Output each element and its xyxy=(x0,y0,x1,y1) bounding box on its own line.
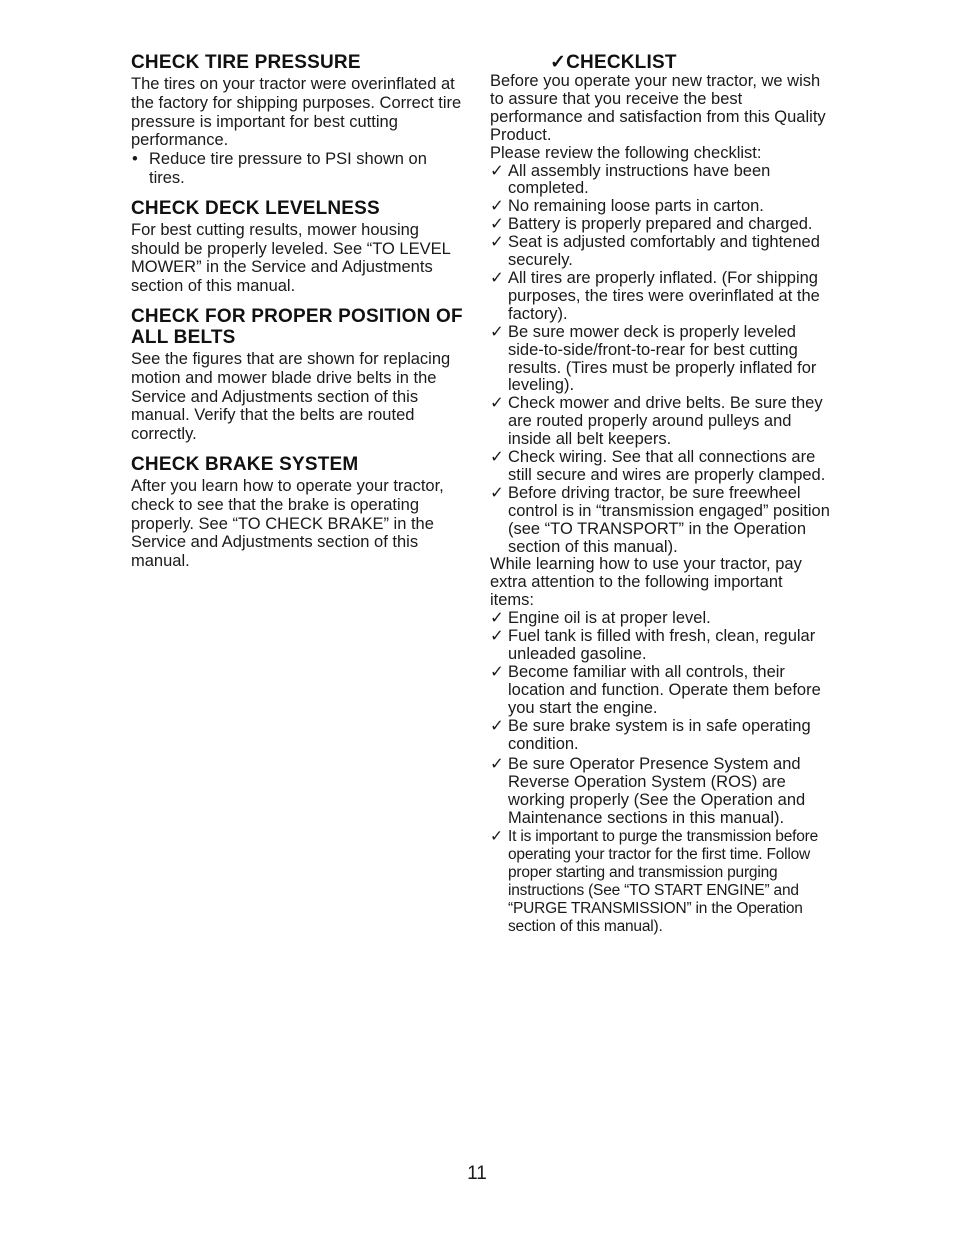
left-column xyxy=(131,52,466,581)
section-heading: CHECK TIRE PRESSURE xyxy=(131,52,361,73)
check-mark-icon: ✓ xyxy=(490,483,504,502)
checklist-item-text: Check mower and drive belts. Be sure they are routed properly around pulleys and inside all belt keepers. xyxy=(508,394,823,449)
check-mark-icon: ✓ xyxy=(490,627,504,646)
attention-item-text: Be sure Operator Presence System and Reverse Operation System (ROS) are working properly (See the Operation and Maintenance sections in this manual). xyxy=(508,755,806,828)
attention-item-text: Become familiar with all controls, their location and function. Operate them before you start the engine. xyxy=(508,662,821,717)
section-check-deck-levelness xyxy=(131,198,466,296)
checklist-item xyxy=(490,449,830,485)
checklist-item xyxy=(490,324,830,396)
check-mark-icon: ✓ xyxy=(490,755,504,774)
checklist-item-text: No remaining loose parts in carton. xyxy=(508,197,764,216)
attention-checklist xyxy=(490,610,830,935)
checklist-item xyxy=(490,216,830,234)
check-mark-icon: ✓ xyxy=(490,268,504,287)
check-mark-icon: ✓ xyxy=(490,716,504,735)
check-mark-icon: ✓ xyxy=(490,233,504,252)
right-column xyxy=(490,52,830,936)
checklist-intro: Before you operate your new tractor, we wish to assure that you receive the best performance and satisfaction from this Quality Product. xyxy=(490,72,826,144)
bullet-list xyxy=(131,150,466,188)
section-body: See the figures that are shown for replacing motion and mower blade drive belts in the Service and Adjustments section of this manual. Verify that the belts are routed correctly. xyxy=(131,349,451,444)
checklist-item xyxy=(490,163,830,199)
attention-item xyxy=(490,610,830,628)
bullet-icon: • xyxy=(132,150,138,169)
section-check-brake-system xyxy=(131,454,466,571)
checklist-item-text: All assembly instructions have been completed. xyxy=(508,161,771,198)
list-item-text: Reduce tire pressure to PSI shown on tires. xyxy=(149,150,427,187)
section-check-tire-pressure xyxy=(131,52,466,188)
check-mark-icon: ✓ xyxy=(490,448,504,467)
attention-item-text: Engine oil is at proper level. xyxy=(508,609,711,628)
checklist-item xyxy=(490,234,830,270)
checklist-item xyxy=(490,485,830,557)
attention-item-text: Be sure brake system is in safe operating condition. xyxy=(508,716,811,753)
checklist-item-text: Check wiring. See that all connections are still secure and wires are properly clamped. xyxy=(508,448,826,484)
check-mark-icon: ✓ xyxy=(490,161,504,180)
attention-prompt: While learning how to use your tractor, pay extra attention to the following important items: xyxy=(490,555,802,610)
checklist-item xyxy=(490,395,830,449)
checklist-item-text: All tires are properly inflated. (For shipping purposes, the tires were overinflated at the factory). xyxy=(508,268,820,323)
attention-item xyxy=(490,828,830,935)
checklist-item xyxy=(490,270,830,324)
section-body: The tires on your tractor were overinflated at the factory for shipping purposes. Correct tire pressure is important for best cutting performance. xyxy=(131,75,462,150)
page-number: 11 xyxy=(467,1163,487,1184)
attention-item xyxy=(490,756,830,828)
check-mark-icon: ✓ xyxy=(490,322,504,341)
section-body: For best cutting results, mower housing should be properly leveled. See “TO LEVEL MOWER” in the Service and Adjustments section of this manual. xyxy=(131,220,451,296)
section-body: After you learn how to operate your tractor, check to see that the brake is operating properly. See “TO CHECK BRAKE” in the Service and Adjustments section of this manual. xyxy=(131,476,444,571)
checklist xyxy=(490,163,830,557)
attention-item xyxy=(490,664,830,718)
checklist-heading: ✓CHECKLIST xyxy=(550,52,677,73)
checklist-review-prompt: Please review the following checklist: xyxy=(490,143,762,162)
attention-item xyxy=(490,718,830,754)
attention-item-text: It is important to purge the transmission before operating your tractor for the first time. Follow proper starting and transmission purging instructions (See “TO START ENGINE” and “PURGE TRANSMISSION” in the Operation section of this manual). xyxy=(508,828,819,935)
attention-item xyxy=(490,628,830,664)
check-mark-icon: ✓ xyxy=(490,197,504,216)
attention-item-text: Fuel tank is filled with fresh, clean, regular unleaded gasoline. xyxy=(508,627,816,663)
checklist-item-text: Battery is properly prepared and charged. xyxy=(508,215,813,234)
checklist-item-text: Be sure mower deck is properly leveled side-to-side/front-to-rear for best cutting results. (Tires must be properly inflated for leveling). xyxy=(508,322,817,395)
check-mark-icon: ✓ xyxy=(490,215,504,234)
checklist-item xyxy=(490,198,830,216)
section-heading: CHECK BRAKE SYSTEM xyxy=(131,453,359,475)
section-check-belts xyxy=(131,306,466,444)
check-mark-icon: ✓ xyxy=(490,394,504,413)
checklist-item-text: Seat is adjusted comfortably and tightened securely. xyxy=(508,233,820,270)
check-mark-icon: ✓ xyxy=(490,828,503,846)
check-mark-icon: ✓ xyxy=(490,609,504,628)
check-mark-icon: ✓ xyxy=(490,662,504,681)
section-heading: CHECK FOR PROPER POSITION OF ALL BELTS xyxy=(131,305,463,348)
list-item xyxy=(131,150,466,188)
section-heading: CHECK DECK LEVELNESS xyxy=(131,197,380,219)
checklist-item-text: Before driving tractor, be sure freewheel control is in “transmission engaged” position (see “TO TRANSPORT” in the Operation section of this manual). xyxy=(508,483,830,556)
